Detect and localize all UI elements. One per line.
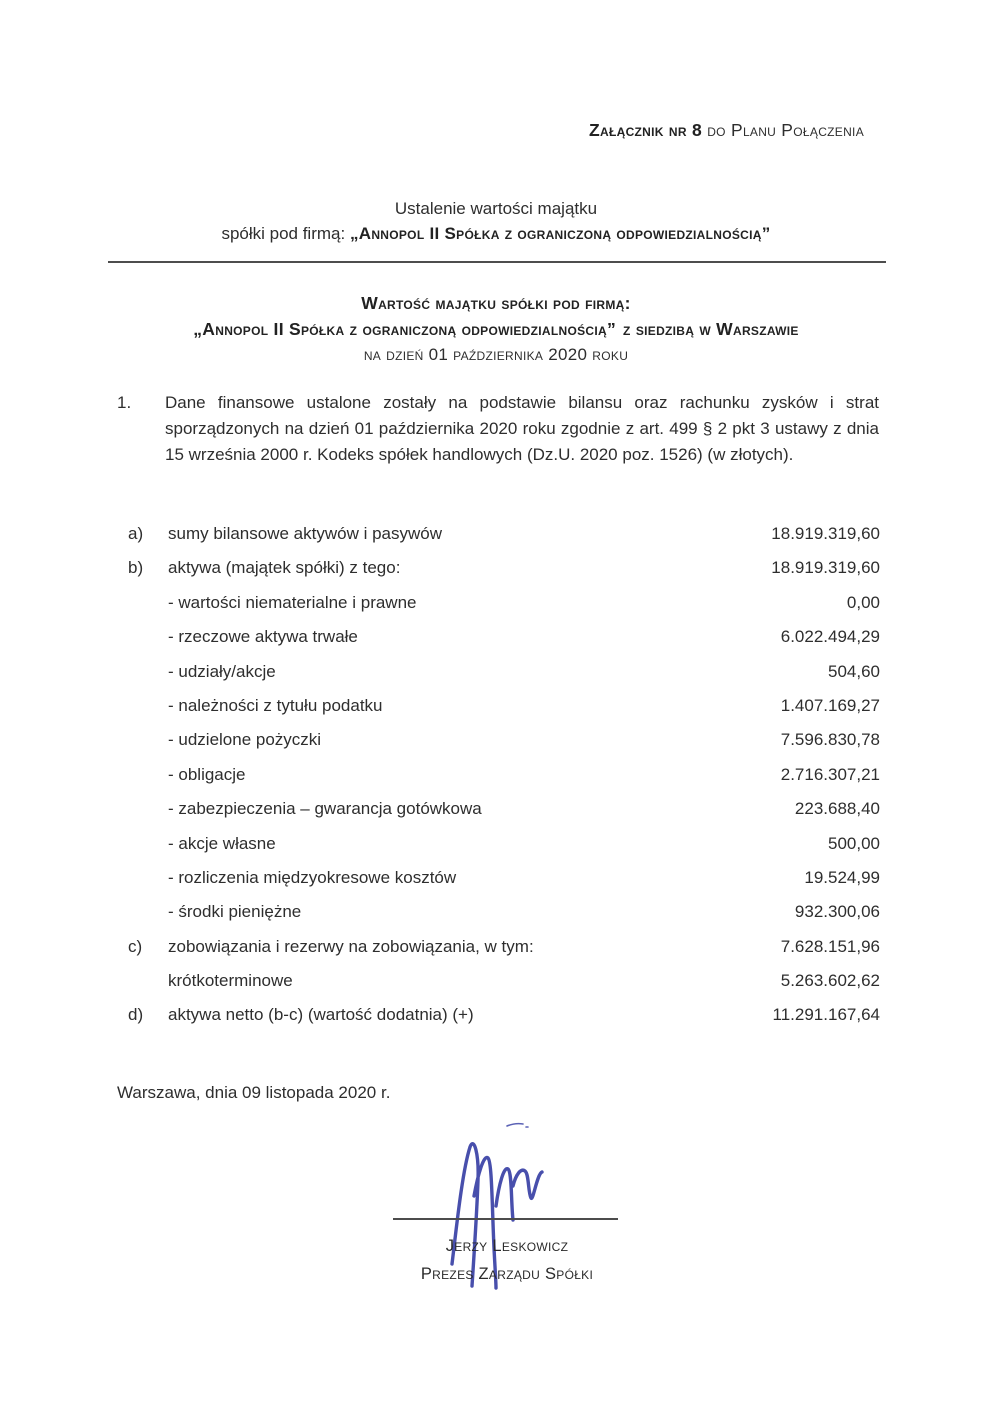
row-label: - wartości niematerialne i prawne [168, 592, 417, 612]
financial-table [128, 524, 880, 1040]
title-line-2 [114, 221, 878, 246]
table-row [128, 799, 880, 833]
title-company-prefix: spółki pod firmą: [221, 224, 350, 243]
paragraph-number: 1. [117, 393, 132, 412]
attachment-number: Załącznik nr 8 [589, 120, 703, 140]
row-value: 2.716.307,21 [780, 764, 880, 784]
section-heading [80, 290, 912, 368]
paragraph-text: Dane finansowe ustalone zostały na podstawie bilansu oraz rachunku zysków i strat sporządzonych na dzień 01 października 2020 roku zgodnie z art. 499 § 2 pkt 3 ustawy z dnia 15 września 2000 r. Kodeks spółek handlowych (Dz.U. 2020 poz. 1526) (w złotych). [165, 393, 879, 464]
numbered-paragraph [117, 390, 879, 468]
table-row [128, 627, 880, 661]
row-label: - rzeczowe aktywa trwałe [168, 627, 358, 647]
table-row [128, 593, 880, 627]
table-row [128, 834, 880, 868]
row-value: 5.263.602,62 [780, 971, 880, 991]
heading-seat: z siedzibą w Warszawie [623, 319, 799, 339]
table-row [128, 696, 880, 730]
signer-name: Jerzy Leskowicz [445, 1237, 569, 1255]
row-value: 1.407.169,27 [780, 695, 880, 715]
page-title [114, 196, 878, 246]
row-marker: c) [128, 936, 143, 956]
table-row [128, 662, 880, 696]
row-value: 0,00 [846, 592, 880, 612]
table-row [128, 765, 880, 799]
title-line-1: Ustalenie wartości majątku [394, 199, 598, 218]
date-line: Warszawa, dnia 09 listopada 2020 r. [117, 1083, 391, 1102]
ink-mark [503, 1119, 539, 1131]
attachment-plan-reference: do Planu Połączenia [707, 120, 864, 140]
heading-line-2 [80, 316, 912, 342]
row-marker: d) [128, 1005, 144, 1025]
table-row [128, 524, 880, 558]
heading-line-3: na dzień 01 października 2020 roku [363, 345, 629, 364]
row-label: aktywa (majątek spółki) z tego: [168, 558, 401, 578]
row-label: - akcje własne [168, 833, 276, 853]
table-row [128, 558, 880, 592]
row-value: 11.291.167,64 [772, 1005, 880, 1025]
table-row [128, 730, 880, 764]
table-row [128, 868, 880, 902]
attachment-header [589, 120, 864, 141]
row-label: sumy bilansowe aktywów i pasywów [168, 524, 442, 543]
row-value: 504,60 [828, 661, 880, 681]
row-label: - udzielone pożyczki [168, 730, 322, 750]
row-label: - środki pieniężne [168, 902, 302, 922]
row-label: - rozliczenia międzyokresowe kosztów [168, 867, 457, 887]
row-label: - udziały/akcje [168, 661, 276, 681]
row-value: 932.300,06 [794, 902, 880, 922]
row-label: krótkoterminowe [168, 971, 293, 991]
row-label: - należności z tytułu podatku [168, 695, 383, 715]
row-marker: a) [128, 524, 144, 543]
signature-line [393, 1218, 618, 1220]
table-row [128, 937, 880, 971]
row-value: 18.919.319,60 [771, 524, 880, 543]
row-value: 223.688,40 [794, 799, 880, 819]
table-row [128, 1005, 880, 1039]
row-value: 18.919.319,60 [771, 558, 880, 578]
signer-title: Prezes Zarządu Spółki [420, 1265, 594, 1283]
table-row [128, 971, 880, 1005]
row-label: aktywa netto (b-c) (wartość dodatnia) (+) [168, 1005, 474, 1025]
row-value: 500,00 [828, 833, 880, 853]
heading-line-1: Wartość majątku spółki pod firmą: [361, 293, 631, 313]
row-marker: b) [128, 558, 144, 578]
row-label: - obligacje [168, 764, 246, 784]
row-value: 6.022.494,29 [780, 627, 880, 647]
horizontal-rule [108, 261, 886, 263]
row-label: zobowiązania i rezerwy na zobowiązania, w tym: [168, 936, 534, 956]
row-label: - zabezpieczenia – gwarancja gotówkowa [168, 799, 482, 819]
row-value: 19.524,99 [804, 867, 880, 887]
heading-company-name: „Annopol II Spółka z ograniczoną odpowiedzialnością” [193, 319, 617, 339]
row-value: 7.596.830,78 [780, 730, 880, 750]
row-value: 7.628.151,96 [780, 936, 880, 956]
table-row [128, 902, 880, 936]
title-company-name: „Annopol II Spółka z ograniczoną odpowiedzialnością” [349, 224, 771, 243]
signer-block [358, 1232, 656, 1288]
